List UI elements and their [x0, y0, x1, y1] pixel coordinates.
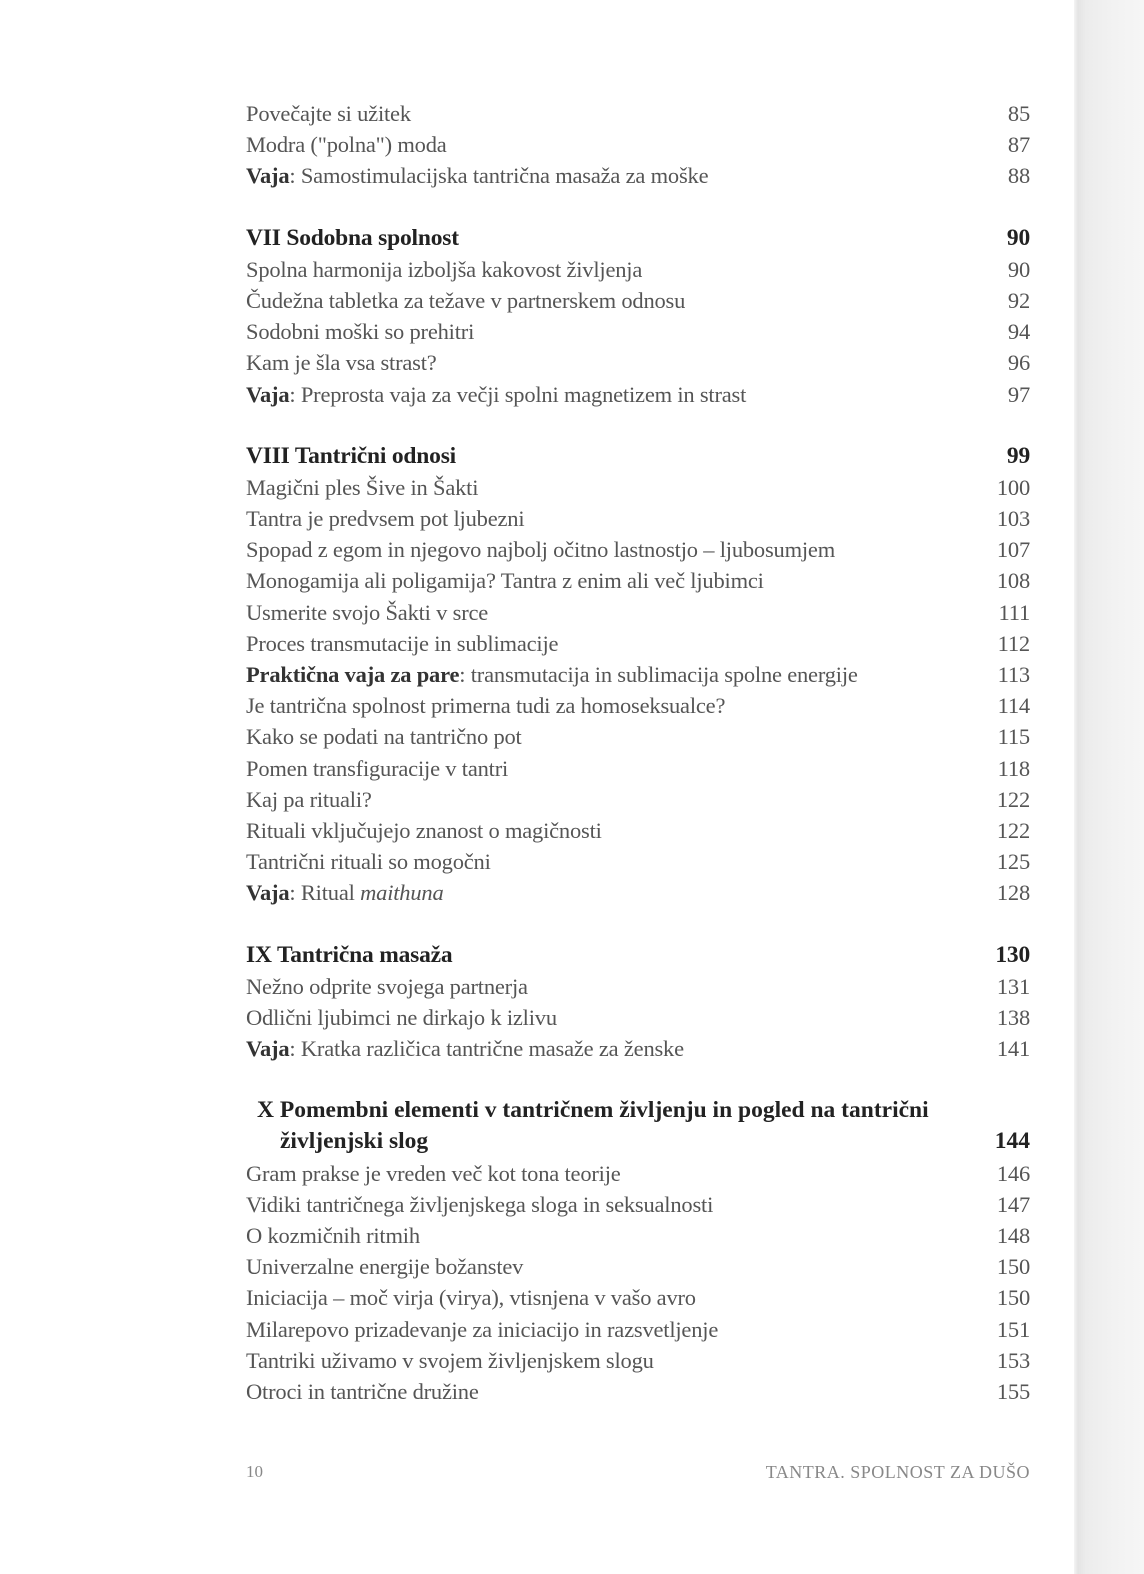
toc-entry[interactable] — [246, 815, 1030, 846]
entry-page: 148 — [996, 1223, 1030, 1249]
entry-text: O kozmičnih ritmih — [246, 1223, 420, 1249]
entry-title — [246, 753, 508, 784]
entry-text: Magični ples Šive in Šakti — [246, 474, 479, 500]
entry-text: Nežno odprite svojega partnerja — [246, 973, 528, 999]
entry-page: 85 — [1007, 101, 1030, 126]
entry-page: 96 — [1007, 350, 1030, 376]
entry-title — [246, 1376, 479, 1407]
chapter-page: 90 — [1006, 224, 1030, 251]
entry-text: Pomen transfiguracije v tantri — [246, 755, 509, 781]
chapter-title-line2: življenjski slog — [280, 1128, 429, 1155]
entry-title — [246, 1345, 654, 1376]
entry-title — [246, 285, 685, 316]
entry-page: 147 — [996, 1191, 1030, 1217]
toc-entry[interactable] — [246, 597, 1030, 628]
entry-text: : Ritual — [289, 880, 361, 906]
toc-section — [246, 1095, 1030, 1407]
toc-entry[interactable] — [246, 254, 1030, 285]
entry-title — [246, 316, 474, 347]
entry-text: : Kratka različica tantrične masaže za ženske — [289, 1036, 684, 1062]
entry-text: Usmerite svojo Šakti v srce — [246, 599, 489, 625]
toc-entry[interactable] — [246, 659, 1030, 690]
entry-title — [246, 1033, 684, 1064]
entry-title — [246, 98, 411, 129]
entry-title — [246, 1220, 420, 1251]
entry-title — [246, 254, 642, 285]
entry-text: Tantrični rituali so mogočni — [246, 849, 491, 875]
entry-italic: maithuna — [360, 880, 444, 906]
entry-text: Otroci in tantrične družine — [246, 1378, 479, 1404]
entry-title — [246, 565, 764, 596]
entry-page: 122 — [996, 817, 1030, 843]
entry-text: : transmutacija in sublimacija spolne energije — [459, 662, 858, 687]
entry-page: 100 — [996, 474, 1030, 500]
entry-text: Spopad z egom in njegovo najbolj očitno lastnostjo – ljubosumjem — [246, 537, 836, 563]
footer-page-number: 10 — [246, 1462, 263, 1481]
entry-page: 150 — [996, 1254, 1030, 1280]
toc-entry[interactable] — [246, 1158, 1030, 1189]
entry-text: Spolna harmonija izboljša kakovost življenja — [246, 256, 643, 282]
entry-title — [246, 503, 524, 534]
toc-entry[interactable] — [246, 285, 1030, 316]
entry-title — [246, 628, 558, 659]
entry-page: 150 — [996, 1285, 1030, 1311]
entry-text: Univerzalne energije božanstev — [246, 1254, 524, 1280]
entry-page: 103 — [996, 506, 1030, 532]
entry-text: Vidiki tantričnega življenjskega sloga in seksualnosti — [246, 1191, 714, 1217]
entry-title — [246, 784, 372, 815]
toc-entry[interactable] — [246, 877, 1030, 908]
toc-entry[interactable] — [246, 690, 1030, 721]
entry-title — [246, 971, 528, 1002]
entry-title — [246, 379, 746, 410]
toc-entry[interactable] — [246, 971, 1030, 1002]
entry-title — [246, 472, 478, 503]
chapter-heading[interactable] — [246, 223, 1030, 254]
chapter-page: 144 — [994, 1128, 1030, 1155]
toc-section — [246, 940, 1030, 1065]
entry-text: Modra ("polna") moda — [246, 132, 447, 158]
entry-title — [246, 347, 437, 378]
entry-text: Iniciacija – moč virja (virya), vtisnjena v vašo avro — [246, 1285, 696, 1311]
entry-title — [246, 1158, 621, 1189]
toc-entry[interactable] — [246, 1220, 1030, 1251]
entry-text: Kam je šla vsa strast? — [246, 350, 437, 376]
toc-entry[interactable] — [246, 1002, 1030, 1033]
toc-entry[interactable] — [246, 129, 1030, 160]
toc-entry[interactable] — [246, 379, 1030, 410]
entry-lead: Vaja — [246, 880, 290, 906]
entry-page: 108 — [996, 568, 1030, 594]
entry-text: Kaj pa rituali? — [246, 786, 372, 812]
entry-title — [246, 1002, 557, 1033]
toc-entry[interactable] — [246, 753, 1030, 784]
entry-text: Sodobni moški so prehitri — [246, 319, 475, 345]
chapter-heading[interactable] — [246, 940, 1030, 971]
toc-section — [246, 441, 1030, 909]
entry-text: Tantriki uživamo v svojem življenjskem slogu — [246, 1347, 654, 1373]
entry-text: Proces transmutacije in sublimacije — [246, 630, 559, 656]
chapter-heading[interactable] — [246, 441, 1030, 472]
toc-entry[interactable] — [246, 1033, 1030, 1064]
entry-page: 90 — [1007, 256, 1030, 282]
entry-page: 111 — [998, 599, 1030, 625]
entry-page: 155 — [996, 1378, 1030, 1404]
toc-entry[interactable] — [246, 1251, 1030, 1282]
entry-title — [246, 815, 602, 846]
toc-entry[interactable] — [246, 160, 1030, 191]
entry-page: 94 — [1007, 319, 1030, 345]
entry-lead: Vaja — [246, 163, 290, 189]
entry-text: Rituali vključujejo znanost o magičnosti — [246, 817, 602, 843]
entry-title — [246, 877, 444, 908]
entry-lead: Vaja — [246, 1036, 290, 1062]
entry-text: Tantra je predvsem pot ljubezni — [246, 506, 525, 532]
entry-page: 92 — [1007, 287, 1030, 313]
toc-entry[interactable] — [246, 1282, 1030, 1313]
book-gutter-shadow — [1074, 0, 1144, 1574]
toc-entry[interactable] — [246, 1314, 1030, 1345]
entry-title — [246, 597, 488, 628]
chapter-title: IX Tantrična masaža — [246, 941, 453, 968]
toc-entry[interactable] — [246, 1376, 1030, 1407]
toc-entry[interactable] — [246, 784, 1030, 815]
toc-entry[interactable] — [246, 98, 1030, 129]
entry-text: Povečajte si užitek — [246, 101, 411, 126]
toc-entry[interactable] — [246, 1189, 1030, 1220]
chapter-page: 99 — [1006, 442, 1030, 469]
entry-title — [246, 690, 725, 721]
entry-page: 88 — [1007, 163, 1030, 189]
entry-text: Čudežna tabletka za težave v partnerskem odnosu — [246, 287, 686, 313]
page-footer — [246, 1462, 1030, 1483]
toc-entry[interactable] — [246, 565, 1030, 596]
entry-title — [246, 1314, 718, 1345]
entry-page: 118 — [997, 755, 1030, 781]
chapter-page: 130 — [995, 941, 1030, 968]
entry-page: 138 — [996, 1004, 1030, 1030]
entry-text: Monogamija ali poligamija? Tantra z enim ali več ljubimci — [246, 568, 764, 594]
chapter-title: VII Sodobna spolnost — [246, 224, 459, 251]
toc-entry[interactable] — [246, 503, 1030, 534]
entry-title — [246, 534, 835, 565]
entry-page: 128 — [996, 880, 1030, 906]
entry-page: 114 — [997, 693, 1030, 719]
entry-text: Milarepovo prizadevanje za iniciacijo in razsvetljenje — [246, 1316, 719, 1342]
entry-page: 122 — [996, 786, 1030, 812]
entry-text: : Samostimulacijska tantrična masaža za moške — [289, 163, 709, 189]
entry-page: 131 — [996, 973, 1030, 999]
entry-title — [246, 721, 522, 752]
entry-title — [246, 659, 858, 690]
toc-entry[interactable] — [246, 316, 1030, 347]
entry-title — [246, 1189, 713, 1220]
entry-text: Je tantrična spolnost primerna tudi za homoseksualce? — [246, 693, 726, 719]
entry-text: Odlični ljubimci ne dirkajo k izlivu — [246, 1004, 557, 1030]
chapter-title-line1: X Pomembni elementi v tantričnem življenju in pogled na tantrični — [257, 1097, 929, 1124]
footer-book-title: TANTRA. SPOLNOST ZA DUŠO — [765, 1462, 1030, 1482]
toc-entry[interactable] — [246, 846, 1030, 877]
chapter-heading[interactable] — [246, 1095, 1030, 1157]
entry-page: 141 — [996, 1036, 1030, 1062]
entry-page: 146 — [996, 1160, 1030, 1186]
table-of-contents — [246, 98, 1030, 1438]
entry-title — [246, 160, 708, 191]
entry-lead: Praktična vaja za pare — [246, 662, 460, 687]
toc-entry[interactable] — [246, 628, 1030, 659]
entry-page: 125 — [996, 849, 1030, 875]
entry-title — [246, 129, 447, 160]
entry-text: : Preprosta vaja za večji spolni magnetizem in strast — [289, 381, 747, 407]
entry-text: Kako se podati na tantrično pot — [246, 724, 522, 750]
entry-page: 112 — [997, 630, 1030, 656]
entry-page: 151 — [996, 1316, 1030, 1342]
chapter-title: VIII Tantrični odnosi — [246, 442, 456, 469]
toc-section — [246, 223, 1030, 410]
entry-title — [246, 1282, 696, 1313]
entry-title — [246, 846, 491, 877]
entry-page: 87 — [1007, 132, 1030, 158]
entry-page: 97 — [1007, 381, 1030, 407]
entry-page: 107 — [996, 537, 1030, 563]
toc-entry[interactable] — [246, 1345, 1030, 1376]
toc-entry[interactable] — [246, 721, 1030, 752]
toc-section — [246, 98, 1030, 192]
entry-text: Gram prakse je vreden več kot tona teorije — [246, 1160, 621, 1186]
entry-lead: Vaja — [246, 381, 290, 407]
entry-title — [246, 1251, 523, 1282]
toc-entry[interactable] — [246, 347, 1030, 378]
toc-entry[interactable] — [246, 534, 1030, 565]
toc-entry[interactable] — [246, 472, 1030, 503]
entry-page: 113 — [997, 662, 1030, 687]
entry-page: 153 — [996, 1347, 1030, 1373]
entry-page: 115 — [997, 724, 1030, 750]
